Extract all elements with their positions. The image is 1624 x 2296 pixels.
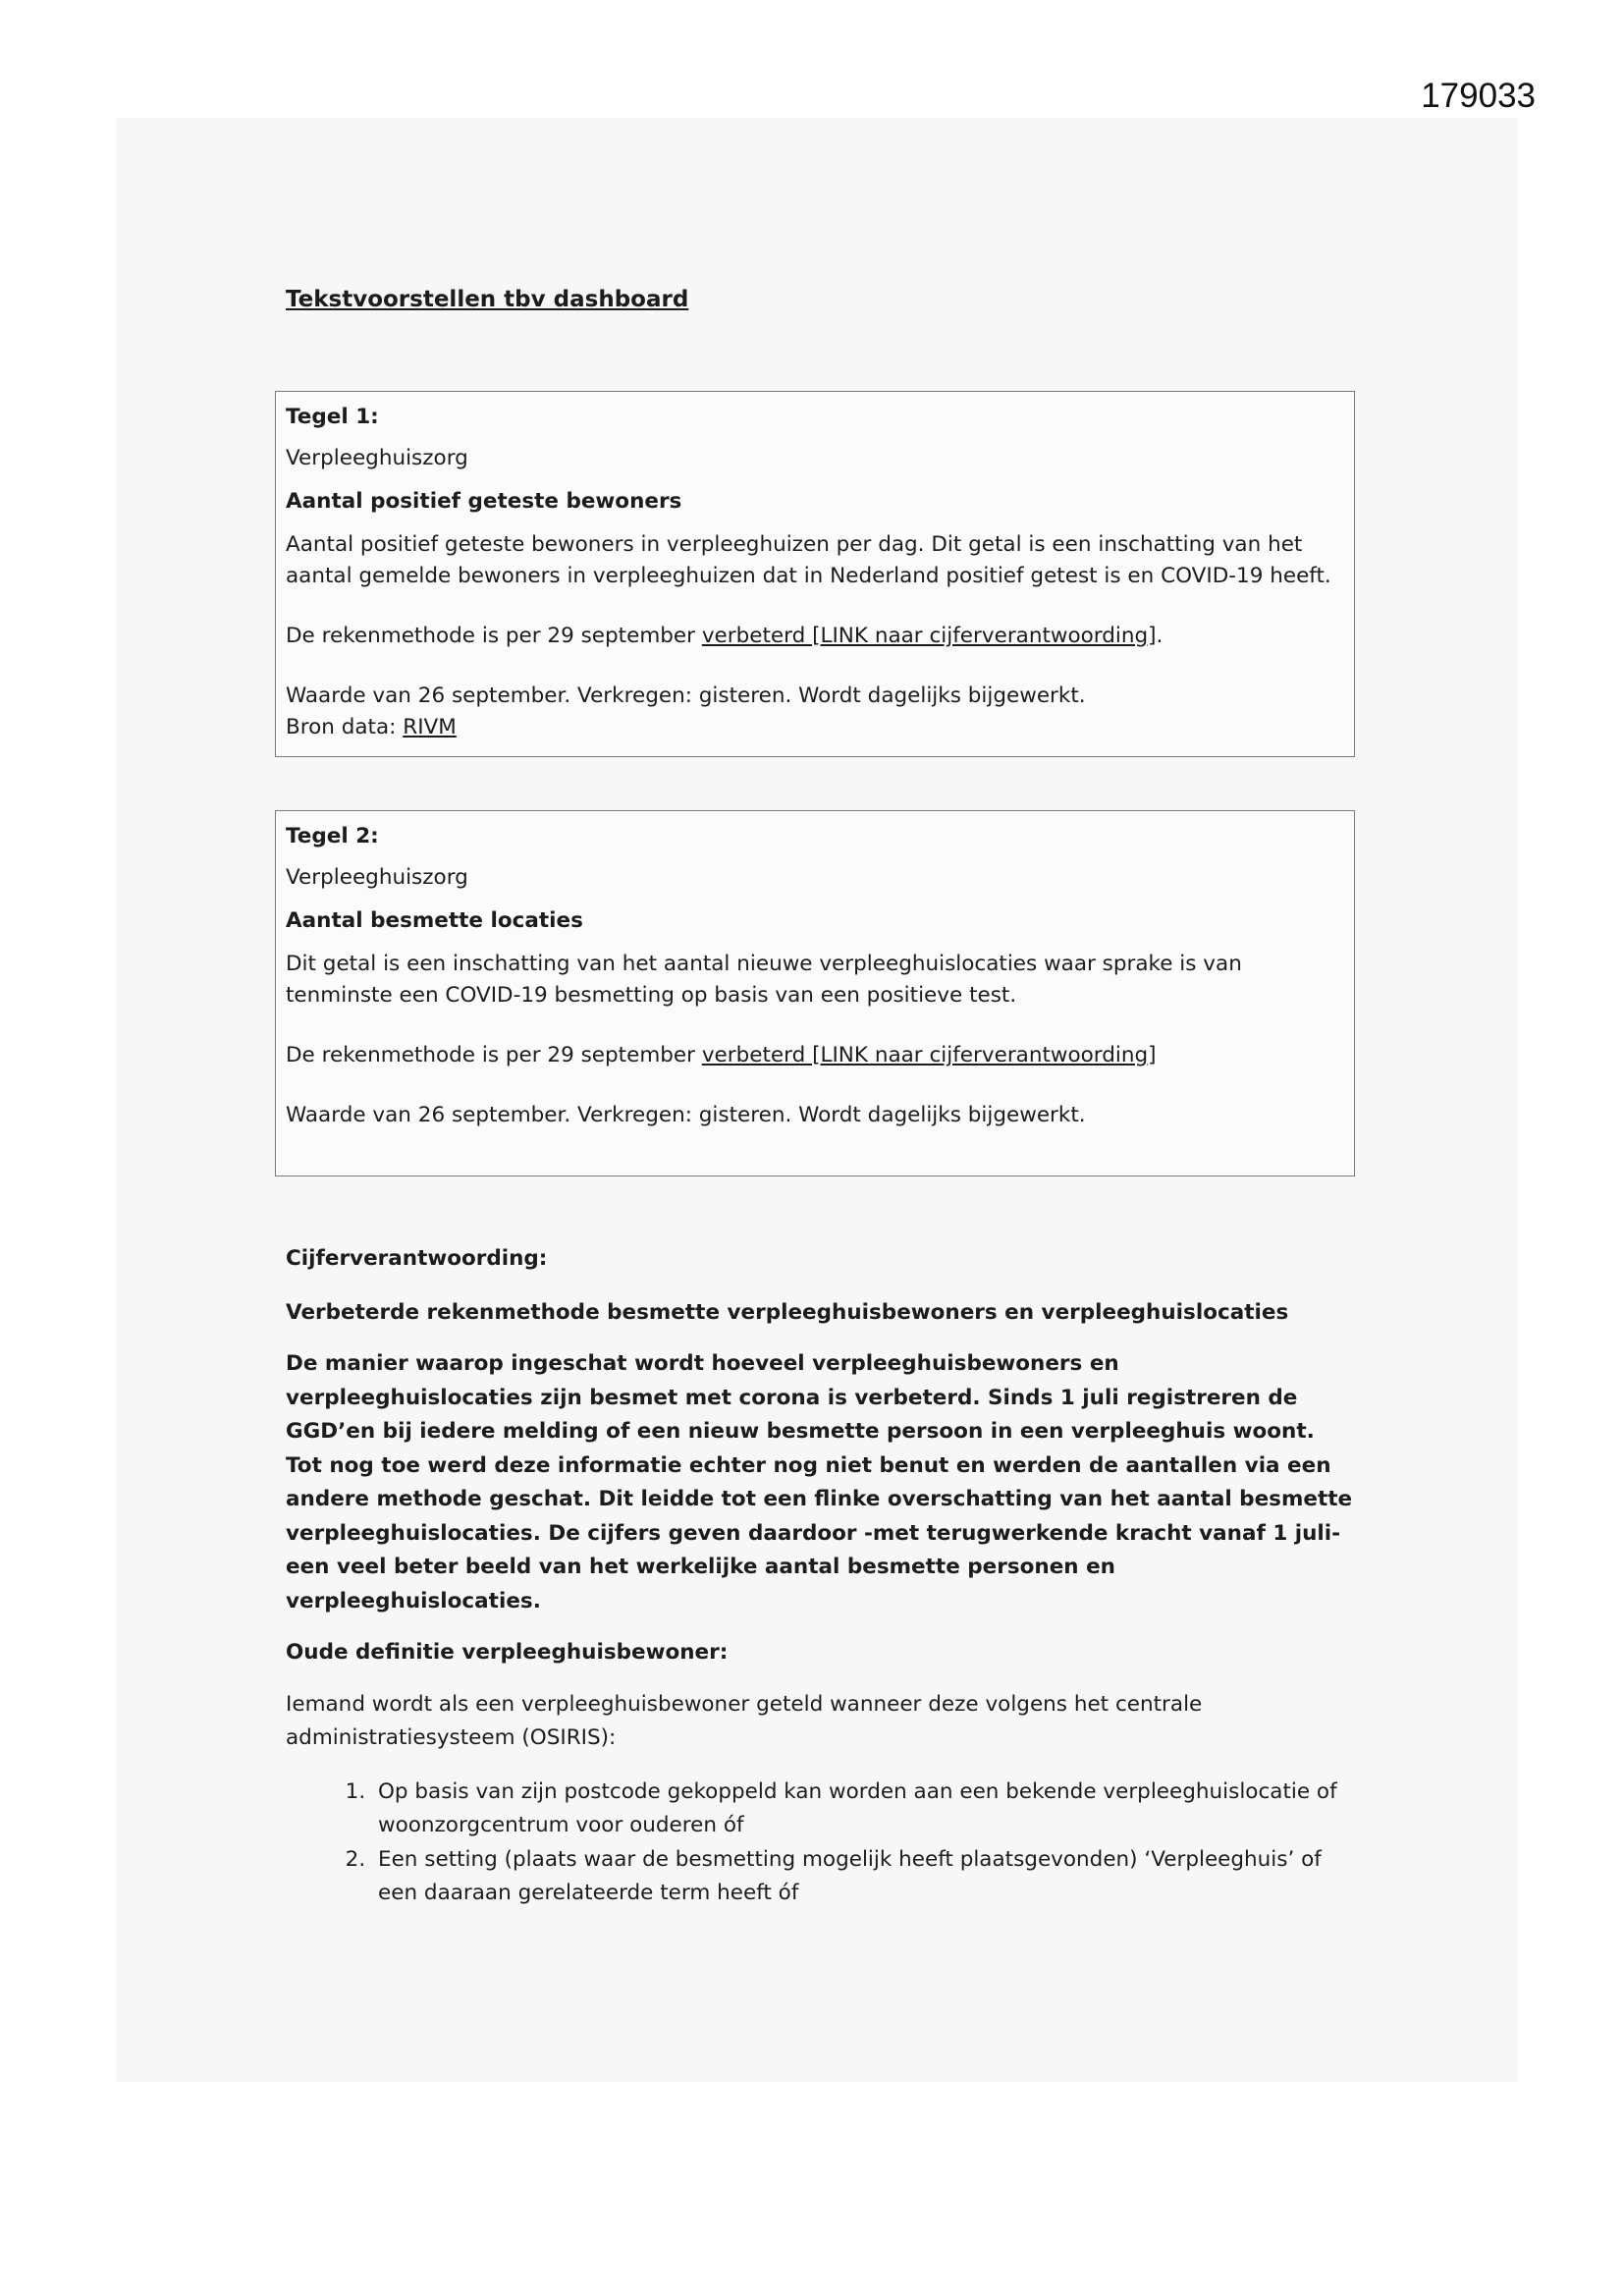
tile-value-line: Waarde van 26 september. Verkregen: gisteren. Wordt dagelijks bijgewerkt. [286,1103,1086,1127]
tile-method-note [286,621,1344,652]
tile-title: Tegel 2: [286,824,379,848]
tile-2 [275,810,1355,1176]
section-paragraph: De manier waarop ingeschat wordt hoeveel verpleeghuisbewoners en verpleeghuislocaties zijn besmet met corona is verbeterd. Sinds 1 juli registreren de GGD’en bij iedere melding of een nieuw besmette persoon in een verpleeghuis woont. Tot nog toe werd deze informatie echter nog niet benut en werden de aantallen via een andere methode geschat. Dit leidde tot een flinke overschatting van het aantal besmette verpleeghuislocaties. De cijfers geven daardoor -met terugwerkende kracht vanaf 1 juli- een veel beter beeld van het werkelijke aantal besmette personen en verpleeghuislocaties. [286,1351,1353,1613]
tile-1 [275,391,1355,757]
method-text: De rekenmethode is per 29 september [286,1043,702,1067]
tile-metric-name: Aantal besmette locaties [286,908,583,933]
definition-intro: Iemand wordt als een verpleeghuisbewoner geteld wanneer deze volgens het centrale administratiesysteem (OSIRIS): [286,1691,1203,1750]
source-label: Bron data: [286,715,404,739]
section-subtitle: Verbeterde rekenmethode besmette verpleeghuisbewoners en verpleeghuislocaties [286,1299,1289,1325]
tile-description: Aantal positief geteste bewoners in verpleeghuizen per dag. Dit getal is een inschatting van het aantal gemelde bewoners in verpleeghuizen dat in Nederland positief getest is en COVID-19 heeft. [286,532,1331,588]
tile-metric-name: Aantal positief geteste bewoners [286,489,682,514]
definition-title: Oude definitie verpleeghuisbewoner: [286,1640,729,1665]
tile-value-line: Waarde van 26 september. Verkregen: gisteren. Wordt dagelijks bijgewerkt. [286,683,1086,708]
section-title: Cijferverantwoording: [286,1246,548,1271]
accountability-section [286,1242,1356,1911]
method-link[interactable]: verbeterd [LINK naar cijferverantwoording] [701,1043,1157,1067]
document-number: 179033 [1421,77,1536,115]
tile-category: Verpleeghuiszorg [286,446,468,470]
tile-title: Tegel 1: [286,405,379,429]
method-link[interactable]: verbeterd [LINK naar cijferverantwoording] [701,624,1157,648]
method-text: De rekenmethode is per 29 september [286,624,702,648]
page-title: Tekstvoorstellen tbv dashboard [286,287,689,312]
source-link[interactable]: RIVM [403,715,457,739]
list-item: 2. Een setting (plaats waar de besmetting mogelijk heeft plaatsgevonden) ‘Verpleeghuis’ of een daaraan gerelateerde term heeft óf [372,1843,1356,1911]
criteria-list [286,1776,1356,1911]
list-item: 1. Op basis van zijn postcode gekoppeld kan worden aan een bekende verpleeghuislocatie of woonzorgcentrum voor ouderen óf [372,1776,1356,1843]
tile-description: Dit getal is een inschatting van het aantal nieuwe verpleeghuislocaties waar sprake is van tenminste een COVID-19 besmetting op basis van een positieve test. [286,952,1242,1008]
method-suffix: . [1156,624,1164,648]
tile-source [286,712,1344,743]
tile-category: Verpleeghuiszorg [286,865,468,890]
tile-method-note [286,1040,1344,1071]
